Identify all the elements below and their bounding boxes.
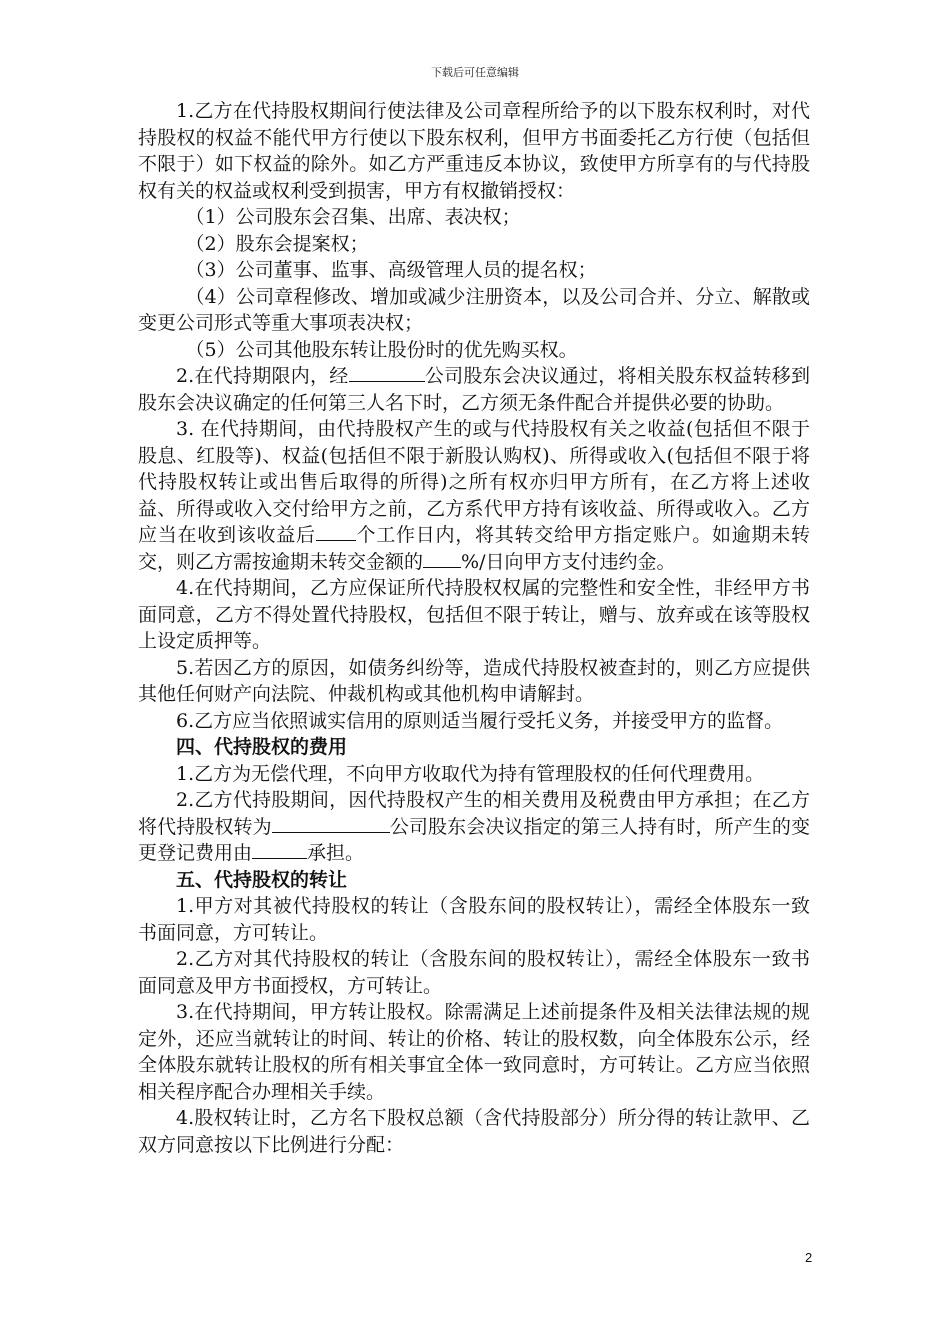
fill-blank bbox=[423, 549, 461, 568]
clause-4-1: 1.乙方为无偿代理，不向甲方收取代为持有管理股权的任何代理费用。 bbox=[176, 762, 765, 785]
list-item: （5）公司其他股东转让股份时的优先购买权。 bbox=[185, 338, 578, 361]
fill-blank bbox=[349, 363, 425, 382]
clause-5-4: 4.股权转让时，乙方名下股权总额（含代持股部分）所分得的转让款甲、乙双方同意按以下比例进行分配： bbox=[138, 1107, 810, 1156]
section-heading: 五、代持股权的转让 bbox=[176, 868, 348, 891]
section-heading: 四、代持股权的费用 bbox=[176, 736, 348, 758]
clause-3-1: 1.乙方在代持股权期间行使法律及公司章程所给予的以下股东权利时，对代持股权的权益不能代甲方行使以下股东权利，但甲方书面委托乙方行使（包括但不限于）如下权益的除外。如乙方严重违反本协议，致使甲方所享有的与代持股权有关的权益或权利受到损害，甲方有权撤销授权： bbox=[138, 100, 810, 202]
fill-blank bbox=[316, 522, 356, 541]
clause-5-2: 2.乙方对其代持股权的转让（含股东间的股权转让），需经全体股东一致书面同意及甲方书面授权，方可转让。 bbox=[138, 948, 810, 997]
clause-4-2: 2.乙方代持股期间，因代持股权产生的相关费用及税费由甲方承担；在乙方将代持股权转为 公司股东会决议指定的第三人持有时，所产生的变更登记费用由 承担。 bbox=[138, 789, 810, 864]
clause-3-3: 3. 在代持期间，由代持股权产生的或与代持股权有关之收益(包括但不限于股息、红股等)、权益(包括但不限于新股认购权)、所得或收入(包括但不限于将代持股权转让或出售后取得的所得)之所有权亦归甲方所有，在乙方将上述收益、所得或收入交付给甲方之前，乙方系代甲方持有该收益、所得或收入。乙方应当在收到该收益后 个工作日内，将其转交给甲方指定账户。如逾期未转交，则乙方需按逾期未转交金额的 %/日向甲方支付违约金。 bbox=[138, 418, 810, 573]
page-number: 2 bbox=[805, 1250, 813, 1265]
clause-5-1: 1.甲方对其被代持股权的转让（含股东间的股权转让），需经全体股东一致书面同意，方可转让。 bbox=[138, 895, 810, 944]
list-item: （4）公司章程修改、增加或减少注册资本，以及公司合并、分立、解散或变更公司形式等重大事项表决权； bbox=[138, 285, 810, 334]
clause-5-3: 3.在代持期间，甲方转让股权。除需满足上述前提条件及相关法律法规的规定外，还应当就转让的时间、转让的价格、转让的股权数，向全体股东公示，经全体股东就转让股权的所有相关事宜全体一致同意时，方可转让。乙方应当依照相关程序配合办理相关手续。 bbox=[138, 1001, 810, 1103]
document-body bbox=[138, 98, 810, 1158]
list-item: （3）公司董事、监事、高级管理人员的提名权； bbox=[185, 259, 597, 281]
page-header: 下载后可任意编辑 bbox=[431, 66, 519, 79]
clause-3-4: 4.在代持期间，乙方应保证所代持股权权属的完整性和安全性，非经甲方书面同意，乙方不得处置代持股权，包括但不限于转让，赠与、放弃或在该等股权上设定质押等。 bbox=[138, 577, 810, 652]
fill-blank bbox=[252, 840, 307, 859]
clause-3-6: 6.乙方应当依照诚实信用的原则适当履行受托义务，并接受甲方的监督。 bbox=[176, 709, 784, 732]
clause-3-5: 5.若因乙方的原因，如债务纠纷等，造成代持股权被查封的，则乙方应提供其他任何财产向法院、仲裁机构或其他机构申请解封。 bbox=[138, 656, 810, 705]
fill-blank bbox=[272, 814, 390, 833]
list-item: （1）公司股东会召集、出席、表决权； bbox=[185, 206, 521, 228]
list-item: （2）股东会提案权； bbox=[185, 232, 369, 255]
clause-3-2: 2.在代持期限内，经 公司股东会决议通过，将相关股东权益转移到股东会决议确定的任何第三人名下时，乙方须无条件配合并提供必要的协助。 bbox=[138, 365, 810, 414]
